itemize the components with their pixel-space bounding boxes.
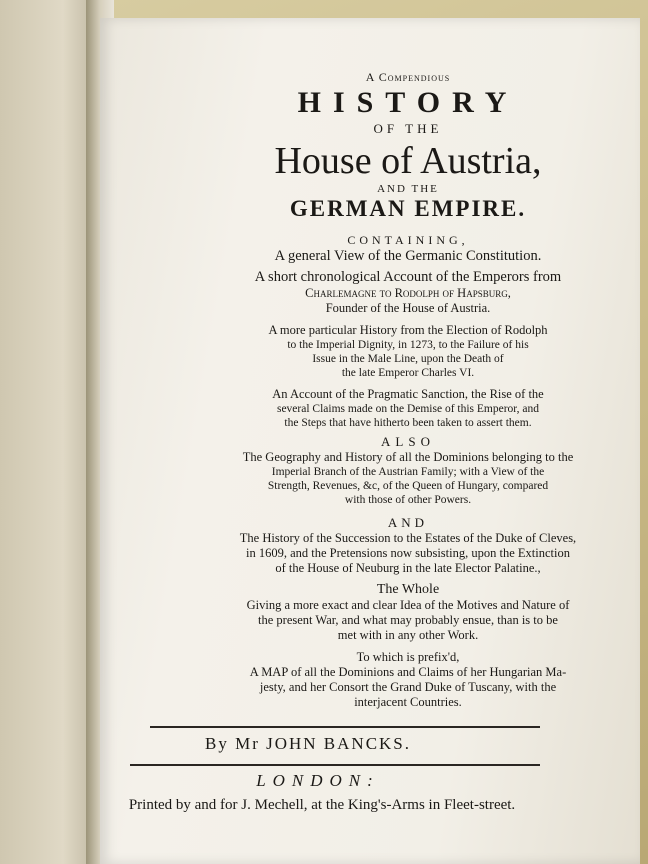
paragraph-pragmatic [158, 387, 648, 430]
contents-line: the late Emperor Charles VI. [341, 367, 475, 379]
contents-line: in 1609, and the Pretensions now subsisting, upon the Extinction [246, 546, 570, 560]
title-block [158, 48, 648, 710]
imprint-line: Printed by and for J. Mechell, at the King's-Arms in Fleet-street. [128, 797, 516, 813]
contents-line: A short chronological Account of the Emperors from [254, 269, 562, 285]
house-of-austria-heading: House of Austria, [274, 140, 542, 182]
contents-line: to the Imperial Dignity, in 1273, to the Failure of his [287, 339, 529, 351]
contents-line: Imperial Branch of the Austrian Family; with a View of the [271, 466, 545, 478]
contents-line: A more particular History from the Election of Rodolph [268, 323, 548, 337]
paragraph-motives [158, 598, 648, 643]
contents-line: Issue in the Male Line, upon the Death of [312, 353, 504, 365]
prefix-line: To which is prefix'd, [356, 650, 460, 664]
german-empire-heading: GERMAN EMPIRE. [289, 196, 527, 221]
and-line: AND [387, 515, 429, 530]
contents-line: the present War, and what may probably ensue, than is to be [258, 613, 558, 627]
contents-line: The History of the Succession to the Estates of the Duke of Cleves, [239, 531, 577, 545]
also-line: ALSO [381, 434, 435, 449]
contents-line: with those of other Powers. [344, 494, 472, 506]
contents-line: several Claims made on the Demise of this Emperor, and [276, 403, 540, 415]
contents-line: met with in any other Work. [337, 628, 479, 642]
contents-line: jesty, and her Consort the Grand Duke of Tuscany, with the [259, 680, 557, 694]
contents-line: Strength, Revenues, &c, of the Queen of Hungary, compared [267, 480, 549, 492]
of-the-line: OF THE [373, 121, 443, 136]
contents-line: of the House of Neuburg in the late Elector Palatine., [275, 561, 541, 575]
paragraph-succession [158, 531, 648, 576]
history-heading: HISTORY [297, 86, 519, 119]
and-the-line: AND THE [377, 183, 439, 195]
contents-line: interjacent Countries. [354, 695, 462, 709]
divider-rule [150, 726, 540, 728]
paragraph-emperors [158, 269, 648, 316]
paragraph-map [158, 665, 648, 710]
contents-line: A general View of the Germanic Constitution. [274, 248, 542, 264]
imprint-city: LONDON: [256, 771, 380, 790]
whole-line: The Whole [376, 582, 440, 597]
contents-line: Giving a more exact and clear Idea of the Motives and Nature of [246, 598, 570, 612]
paragraph-geography [158, 450, 648, 507]
contents-line: Charlemagne to Rodolph of Hapsburg, [305, 286, 511, 300]
contents-line: A MAP of all the Dominions and Claims of her Hungarian Ma- [249, 665, 567, 679]
divider-rule [130, 764, 540, 766]
containing-line: CONTAINING, [347, 233, 469, 247]
author-line: By Mr JOHN BANCKS. [204, 734, 412, 753]
contents-list [158, 248, 648, 710]
contents-line: An Account of the Pragmatic Sanction, the Rise of the [272, 387, 544, 401]
contents-line: Founder of the House of Austria. [325, 301, 491, 315]
contents-line: The Geography and History of all the Dominions belonging to the [242, 450, 574, 464]
paragraph-rodolph [158, 323, 648, 380]
contents-line: the Steps that have hitherto been taken to assert them. [284, 417, 532, 429]
compendious-line: A Compendious [365, 70, 451, 84]
